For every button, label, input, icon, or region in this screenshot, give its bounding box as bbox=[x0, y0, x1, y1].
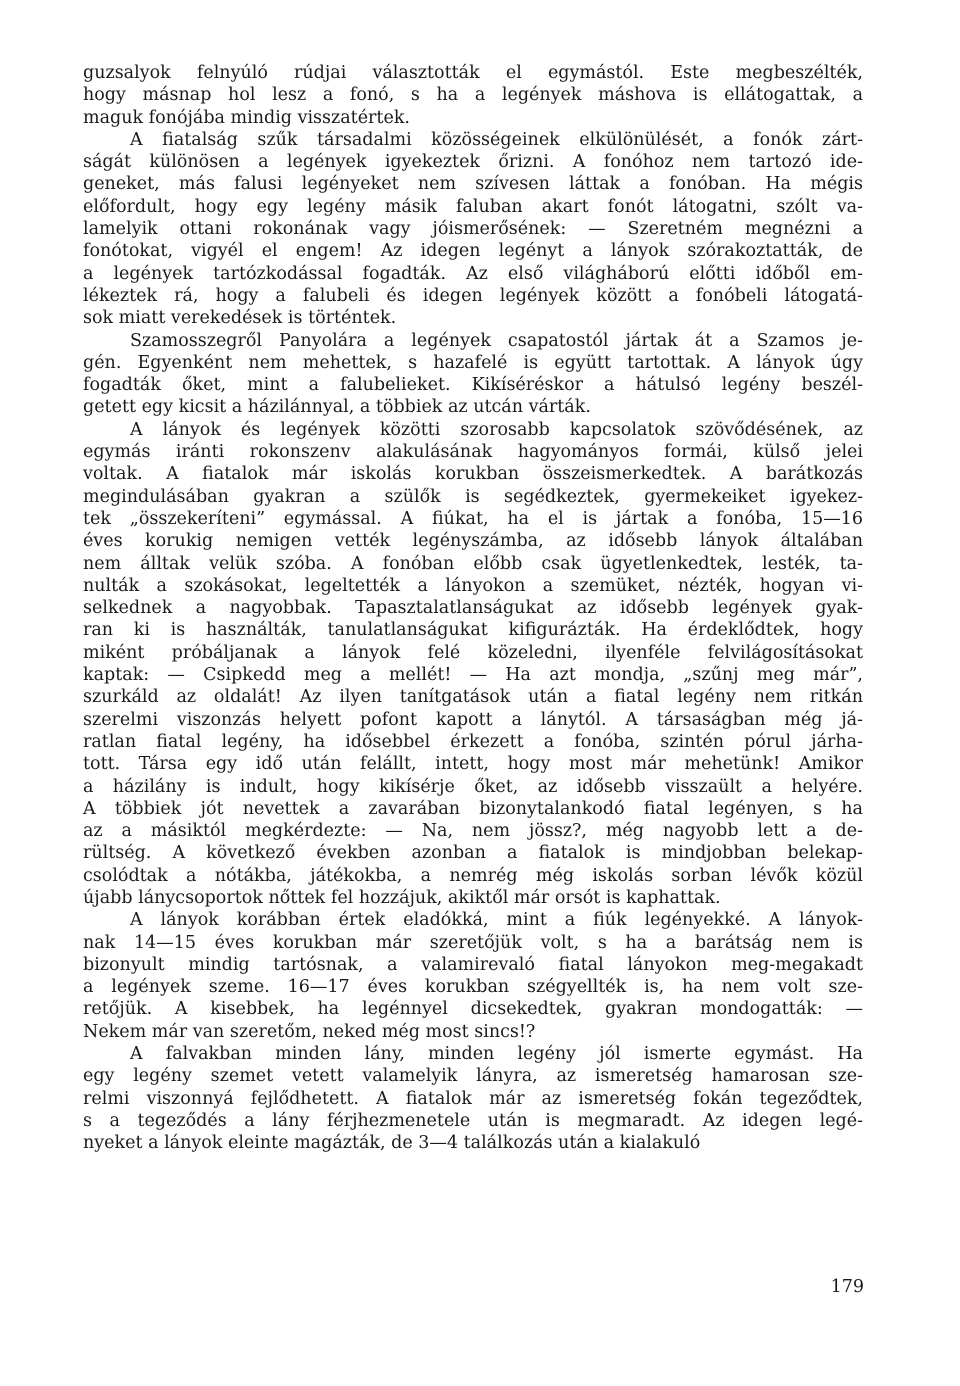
text-line: A lányok és legények közötti szorosabb kapcsolatok szövődésének, az bbox=[130, 419, 863, 440]
text-line: ratlan fiatal legény, ha idősebbel érkezett a fonóba, szintén pórul járha- bbox=[83, 731, 863, 752]
body-text bbox=[83, 62, 863, 1155]
text-line: a házilány is indult, hogy kikísérje őket, az idősebb visszaült a helyére. bbox=[83, 776, 863, 797]
text-line: Nekem már van szeretőm, neked még most sincs!? bbox=[83, 1021, 536, 1042]
text-line: tek „összekeríteni” egymással. A fiúkat, ha el is jártak a fonóba, 15—16 bbox=[83, 508, 863, 529]
text-line: egymás iránti rokonszenv alakulásának hagyományos formái, külső jelei bbox=[83, 442, 863, 463]
text-line: éves korukig nemigen vették legényszámba, az idősebb lányok általában bbox=[83, 531, 863, 552]
text-line: lamelyik ottani rokonának vagy jóismerősének: — Szeretném megnézni a bbox=[83, 219, 863, 240]
text-line: A fiatalság szűk társadalmi közösségeinek elkülönülését, a fonók zárt- bbox=[130, 129, 863, 150]
text-line: getett egy kicsit a házilánnyal, a többiek az utcán várták. bbox=[83, 397, 591, 418]
text-line: A lányok korábban értek eladókká, mint a fiúk legényekké. A lányok- bbox=[130, 910, 863, 931]
paragraph bbox=[83, 62, 863, 129]
text-line: szurkáld az oldalát! Az ilyen tanítgatások után a fiatal legény nem ritkán bbox=[83, 687, 863, 708]
text-line: guzsalyok felnyúló rúdjai választották el egymástól. Este megbeszélték, bbox=[83, 63, 863, 83]
text-line: Szamosszegről Panyolára a legények csapatostól jártak át a Szamos je- bbox=[130, 330, 863, 351]
paragraph bbox=[83, 129, 863, 330]
paragraph bbox=[83, 909, 863, 1043]
text-line: lékeztek rá, hogy a falubeli és idegen legények között a fonóbeli látogatá- bbox=[83, 285, 863, 306]
text-line: tott. Társa egy idő után felállt, intett, hogy most már mehetünk! Amikor bbox=[83, 754, 863, 775]
text-line: fonótokat, vigyél el engem! Az idegen legényt a lányok szórakoztatták, de bbox=[83, 241, 863, 262]
page-number: 179 bbox=[830, 1277, 864, 1297]
text-line: nak 14—15 éves korukban már szeretőjük volt, s ha a barátság nem is bbox=[83, 932, 863, 953]
text-line: csolódtak a nótákba, játékokba, a nemrég még iskolás sorban lévők közül bbox=[83, 865, 863, 886]
text-line: A falvakban minden lány, minden legény jól ismerte egymást. Ha bbox=[130, 1044, 863, 1065]
text-line: az a másiktól megkérdezte: — Na, nem jössz?, még nagyobb lett a de- bbox=[83, 821, 863, 842]
text-line: megindulásában gyakran a szülők is segédkeztek, gyermekeiket igyekez- bbox=[83, 486, 863, 507]
paragraph bbox=[83, 1043, 863, 1154]
text-line: gén. Egyenként nem mehettek, s hazafelé is együtt tartottak. A lányok úgy bbox=[83, 352, 863, 373]
text-line: kaptak: — Csipkedd meg a mellét! — Ha azt mondja, „szűnj meg már”, bbox=[83, 665, 863, 686]
paragraph bbox=[83, 419, 863, 910]
text-line: fogadták őket, mint a falubelieket. Kikíséréskor a hátulsó legény beszél- bbox=[83, 375, 863, 396]
text-line: maguk fonójába mindig visszatértek. bbox=[83, 107, 410, 128]
text-line: s a tegeződés a lány férjhezmenetele után is megmaradt. Az idegen legé- bbox=[83, 1110, 863, 1131]
text-line: voltak. A fiatalok már iskolás korukban összeismerkedtek. A barátkozás bbox=[83, 464, 863, 485]
text-line: egy legény szemet vetett valamelyik lányra, az ismeretség hamarosan sze- bbox=[83, 1066, 863, 1087]
text-line: retőjük. A kisebbek, ha legénnyel dicsekedtek, gyakran mondogatták: — bbox=[83, 999, 863, 1020]
text-line: nyeket a lányok eleinte magázták, de 3—4 találkozás után a kialakuló bbox=[83, 1133, 701, 1154]
text-line: újabb lánycsoportok nőttek fel hozzájuk, akiktől már orsót is kaphattak. bbox=[83, 887, 721, 908]
text-line: nem álltak velük szóba. A fonóban előbb csak ügyetlenkedtek, lesték, ta- bbox=[83, 553, 863, 574]
paragraph bbox=[83, 330, 863, 419]
text-line: ran ki is használták, tanulatlanságukat kifigurázták. Ha érdeklődtek, hogy bbox=[83, 620, 863, 641]
text-line: selkednek a nagyobbak. Tapasztalatlanságukat az idősebb legények gyak- bbox=[83, 598, 863, 619]
text-line: a legények szeme. 16—17 éves korukban szégyellték is, ha nem volt sze- bbox=[83, 977, 863, 998]
text-line: miként próbáljanak a lányok felé közeledni, ilyenféle felvilágosításokat bbox=[83, 642, 863, 663]
text-line: sok miatt verekedések is történtek. bbox=[83, 308, 397, 329]
text-line: ságát különösen a legények igyekeztek őrizni. A fonóhoz nem tartozó ide- bbox=[83, 152, 863, 173]
text-line: a legények tartózkodással fogadták. Az első világháború előtti időből em- bbox=[83, 263, 863, 284]
text-line: szerelmi viszonzás helyett pofont kapott a lánytól. A társaságban még já- bbox=[83, 709, 863, 730]
text-line: előfordult, hogy egy legény másik faluban akart fonót látogatni, szólt va- bbox=[83, 196, 863, 217]
text-line: relmi viszonnyá fejlődhetett. A fiatalok már az ismeretség fokán tegeződtek, bbox=[83, 1088, 863, 1109]
text-line: nulták a szokásokat, legeltették a lányokon a szemüket, nézték, hogyan vi- bbox=[83, 575, 863, 596]
text-line: rültség. A következő években azonban a fiatalok is mindjobban belekap- bbox=[83, 843, 863, 864]
text-line: geneket, más falusi legényeket nem szívesen láttak a fonóban. Ha mégis bbox=[83, 174, 863, 195]
text-line: bizonyult mindig tartósnak, a valamirevaló fiatal lányokon meg-megakadt bbox=[83, 954, 863, 975]
text-line: A többiek jót nevettek a zavarában bizonytalankodó fiatal legényen, s ha bbox=[83, 798, 863, 819]
text-line: hogy másnap hol lesz a fonó, s ha a legények máshova is ellátogattak, a bbox=[83, 85, 863, 106]
